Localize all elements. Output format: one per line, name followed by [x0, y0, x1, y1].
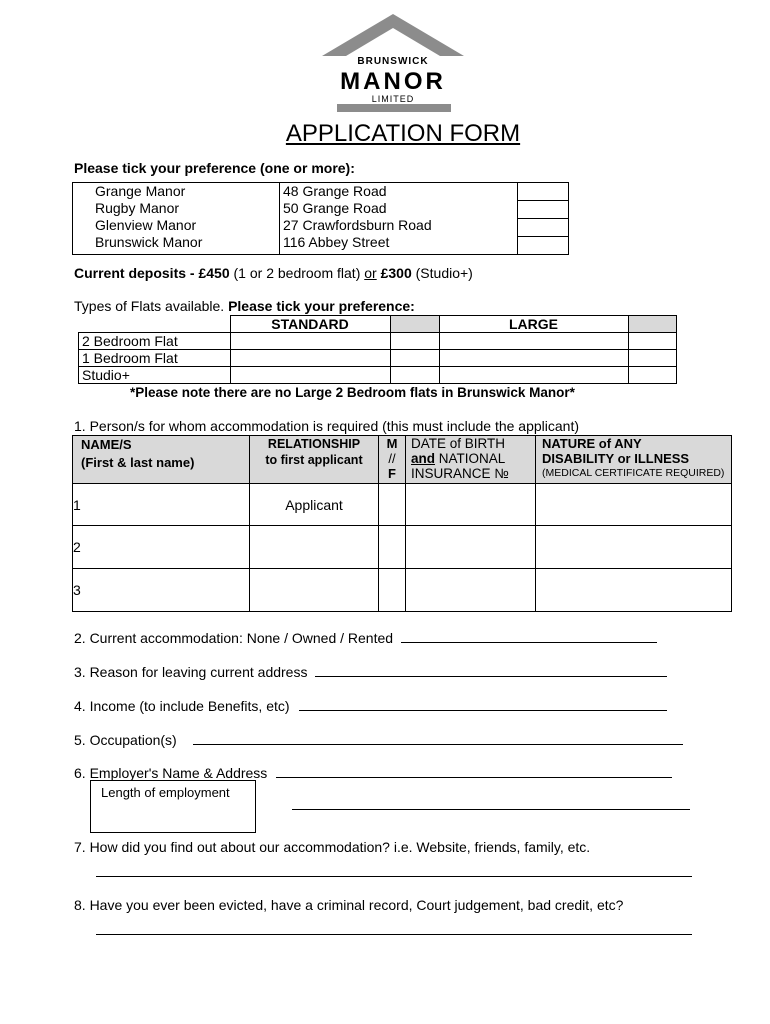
property-address: 48 Grange Road [283, 183, 387, 199]
row-number: 1 [73, 484, 250, 526]
deposit-amount: £300 [380, 265, 412, 281]
property-name: Grange Manor [95, 183, 186, 199]
flat-types-table [78, 315, 677, 384]
h-dob-ni: INSURANCE № [411, 466, 509, 481]
flat-types-intro [74, 298, 415, 314]
h-mf: F [388, 466, 396, 481]
flat-types-intro-bold: Please tick your preference: [228, 298, 415, 314]
h-disability: NATURE of ANY [542, 436, 642, 451]
q5-row [74, 730, 683, 748]
large-checkbox[interactable] [628, 350, 677, 367]
property-address: 50 Grange Road [283, 200, 387, 216]
preference-heading: Please tick your preference (one or more): [74, 160, 355, 176]
property-checkbox[interactable] [518, 201, 568, 219]
q4-row [74, 696, 667, 714]
flat-type-label: Studio+ [79, 367, 231, 384]
relationship-field[interactable] [250, 569, 379, 612]
standard-checkbox[interactable] [390, 350, 439, 367]
row-number: 3 [73, 569, 250, 612]
persons-table [72, 435, 732, 612]
h-mf: // [388, 451, 396, 466]
col-standard: STANDARD [230, 316, 390, 333]
h-dob: DATE of BIRTH [411, 436, 506, 451]
q6-row [74, 763, 672, 781]
q6-label: 6. Employer's Name & Address [74, 765, 268, 781]
q7-label: 7. How did you find out about our accommodation? i.e. Website, friends, family, etc. [74, 839, 591, 855]
relationship-field[interactable] [250, 526, 379, 569]
q6-address-line2[interactable] [292, 809, 690, 810]
property-checkbox[interactable] [518, 183, 568, 201]
disability-field[interactable] [536, 526, 732, 569]
h-name: NAME/S [81, 437, 132, 452]
property-address: 27 Crawfordsburn Road [283, 217, 432, 233]
h-dob-and: and [411, 451, 436, 466]
page-title: APPLICATION FORM [285, 120, 521, 147]
q3-row [74, 662, 667, 680]
h-disability3: (MEDICAL CERTIFICATE REQUIRED) [542, 467, 725, 479]
deposit-or: or [364, 265, 377, 281]
property-table [72, 182, 569, 255]
property-name: Glenview Manor [95, 217, 197, 233]
disability-field[interactable] [536, 484, 732, 526]
property-name: Rugby Manor [95, 200, 180, 216]
logo-bar [337, 104, 451, 112]
length-of-employment-label: Length of employment [101, 785, 230, 800]
mf-field[interactable] [379, 484, 406, 526]
property-checkbox[interactable] [518, 219, 568, 237]
logo-limited: LIMITED [371, 94, 415, 104]
q8-field[interactable] [96, 934, 692, 935]
logo-manor: MANOR [340, 68, 446, 95]
mf-field[interactable] [379, 526, 406, 569]
large-checkbox[interactable] [628, 367, 677, 384]
h-relationship2: to first applicant [265, 453, 363, 467]
logo-brunswick: BRUNSWICK [357, 56, 429, 67]
property-name: Brunswick Manor [95, 234, 203, 250]
property-address: 116 Abbey Street [283, 234, 390, 250]
deposit-text: (Studio+) [415, 265, 473, 281]
h-dob-national: NATIONAL [435, 451, 506, 466]
q7-field[interactable] [96, 876, 692, 877]
flat-types-note: *Please note there are no Large 2 Bedroom flats in Brunswick Manor* [130, 385, 575, 400]
large-checkbox[interactable] [628, 333, 677, 350]
q2-row [74, 628, 657, 646]
flat-type-label: 1 Bedroom Flat [79, 350, 231, 367]
length-of-employment-box[interactable] [90, 780, 256, 833]
deposits-line [74, 265, 473, 281]
q4-field[interactable] [299, 696, 667, 711]
h-relationship: RELATIONSHIP [267, 437, 361, 451]
q6-field[interactable] [276, 763, 672, 778]
dob-field[interactable] [406, 569, 536, 612]
q3-field[interactable] [315, 662, 667, 677]
deposit-amount: £450 [198, 265, 230, 281]
row-number: 2 [73, 526, 250, 569]
disability-field[interactable] [536, 569, 732, 612]
q5-field[interactable] [193, 730, 683, 745]
q4-label: 4. Income (to include Benefits, etc) [74, 698, 290, 714]
deposit-text: (1 or 2 bedroom flat) [233, 265, 361, 281]
deposits-label: Current deposits - [74, 265, 195, 281]
h-name2: (First & last name) [81, 455, 195, 470]
standard-checkbox[interactable] [390, 367, 439, 384]
mf-field[interactable] [379, 569, 406, 612]
standard-checkbox[interactable] [390, 333, 439, 350]
standard-checkbox-header [390, 316, 439, 333]
dob-field[interactable] [406, 526, 536, 569]
q8-label: 8. Have you ever been evicted, have a criminal record, Court judgement, bad credit, etc? [74, 897, 624, 913]
roof-icon [322, 14, 464, 60]
logo [322, 14, 464, 114]
property-checkbox[interactable] [518, 237, 568, 254]
dob-field[interactable] [406, 484, 536, 526]
large-checkbox-header [628, 316, 677, 333]
q3-label: 3. Reason for leaving current address [74, 664, 308, 680]
q2-label: 2. Current accommodation: None / Owned / Rented [74, 630, 394, 646]
q1-label: 1. Person/s for whom accommodation is required (this must include the applicant) [74, 418, 580, 434]
flat-type-label: 2 Bedroom Flat [79, 333, 231, 350]
h-mf: M [386, 436, 398, 451]
q5-label: 5. Occupation(s) [74, 732, 177, 748]
col-large: LARGE [439, 316, 628, 333]
applicant-label: Applicant [250, 484, 379, 526]
flat-types-intro-text: Types of Flats available. [74, 298, 225, 314]
q2-field[interactable] [401, 628, 657, 643]
h-disability2: DISABILITY or ILLNESS [542, 451, 690, 466]
